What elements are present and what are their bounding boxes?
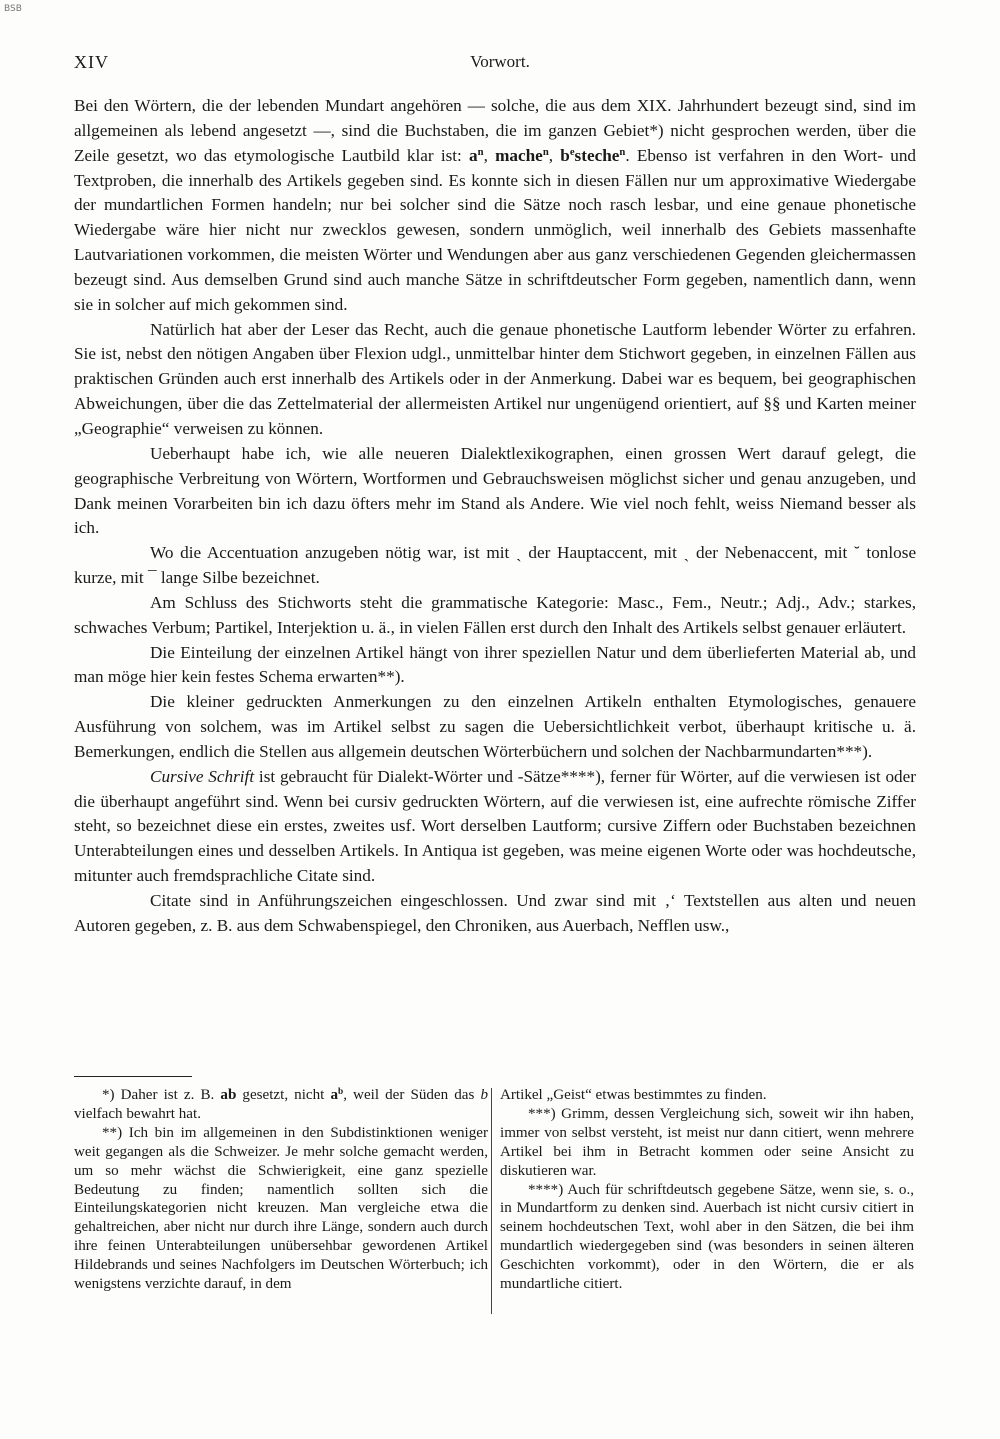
italic-term: Cursive Schrift: [150, 766, 255, 786]
footnote-rule: [74, 1076, 192, 1077]
running-head: Vorwort.: [470, 52, 530, 71]
footnote-3: ***) Grimm, dessen Vergleichung sich, soweit wir ihn haben, immer von selbst versteht, ist meist nur dann citiert, wenn mehrere Artikel bei ihm in Betracht kommen oder seine Ansicht zu diskutieren war.: [500, 1105, 914, 1179]
footnote-2: **) Ich bin im allgemeinen in den Subdistinktionen weniger weit gegangen als die Schweizer. Je mehr solche gemacht werden, um so mehr wächst die Schwierigkeit, eine ganz spezielle Bedeutung zu finden; namentlich sollten sich die Einteilungskategorien nicht kreuzen. Man vergleiche etwa die gehaltreichen, aber nicht nur durch ihre Länge, sondern auch durch ihre feinen Unterabteilungen unübersehbar gewordenen Artikel Hildebrands und seines Nachfolgers im Deutschen Wörterbuch; ich wenigstens verzichte darauf, in dem: [74, 1124, 488, 1293]
footnote-4: ****) Auch für schriftdeutsch gegebene Sätze, wenn sie, s. o., in Mundartform zu denken sind. Auerbach ist nicht cursiv citiert in seinem hochdeutschen Text, wohl aber in den Sätzen, die bei ihm mundartlich wiedergegeben sind (was besonders in seinen älteren Geschichten vorkommt), oder in den Wörtern, die er als mundartliche citiert.: [500, 1181, 914, 1293]
footnote-2-continued: Artikel „Geist“ etwas bestimmtes zu finden.: [500, 1087, 767, 1103]
paragraph-2: Natürlich hat aber der Leser das Recht, auch die genaue phonetische Lautform lebender Wörter zu erfahren. Sie ist, nebst den nötigen Angaben über Flexion udgl., unmittelbar hinter dem Stichwort gegeben, in einzelnen Fällen aus praktischen Gründen auch erst innerhalb des Artikels oder in der Anmerkung. Dabei war es bequem, bei geographischen Abweichungen, über die das Zettelmaterial der allermeisten Artikel nur ungenügend orientiert, auf §§ und Karten meiner „Geographie“ verweisen zu können.: [74, 319, 916, 438]
accent-mark-secondary: ˎ: [683, 543, 690, 563]
paragraph-6: Die Einteilung der einzelnen Artikel hängt von ihrer speziellen Natur und dem überlieferten Material ab, und man möge hier kein festes Schema erwarten**).: [74, 642, 916, 687]
page-number: XIV: [74, 52, 109, 72]
paragraph-4: Wo die Accentuation anzugeben nötig war, ist mit ˏ der Hauptaccent, mit ˎ der Nebenaccent, mit ˘ tonlose kurze, mit ¯ lange Silbe bezeichnet.: [74, 543, 917, 588]
paragraph-3: Ueberhaupt habe ich, wie alle neueren Dialektlexikographen, einen grossen Wert darauf gelegt, die geographische Verbreitung von Wörtern, Wortformen und Gebrauchsweisen möglichst sicher und genau anzugeben, und Dank meinen Vorarbeiten bin ich dazu öfters mehr im Stand als Andere. Wie viel noch fehlt, weiss Niemand besser als ich.: [74, 443, 916, 538]
example-word-3: $b^esteche^n$: [560, 145, 626, 165]
example-word-1: $a^n$: [469, 145, 484, 165]
paragraph-9: Citate sind in Anführungszeichen eingeschlossen. Und zwar sind mit ‚‘ Textstellen aus alten und neuen Autoren gegeben, z. B. aus dem Schwabenspiegel, den Chroniken, aus Auerbach, Nefflen usw.,: [74, 891, 916, 935]
footnotes-right-column: [500, 1086, 914, 1294]
paragraph-8: Cursive Schrift ist gebraucht für Dialekt-Wörter und -Sätze****), ferner für Wörter, auf die verwiesen ist oder die überhaupt angeführt sind. Wenn bei cursiv gedruckten Wörtern, auf die verwiesen ist, eine aufrechte römische Ziffer steht, so bezeichnet diese ein erstes, zweites usf. Wort derselben Lautform; cursive Ziffern oder Buchstaben bezeichnen Unterabteilungen eines und desselben Artikels. In Antiqua ist gegeben, was meine eigenen Worte oder was hochdeutsche, mitunter auch fremdsprachliche Citate sind.: [74, 766, 916, 886]
main-text: [74, 94, 916, 939]
example-word-2: mache$^n$: [495, 145, 549, 165]
footnotes-left-column: [74, 1086, 488, 1294]
footnote-column-divider: [491, 1088, 492, 1314]
library-stamp: BSB: [4, 4, 22, 14]
footnote-1: *) Daher ist z. B. ab gesetzt, nicht $a^b$, weil der Süden das b vielfach bewahrt hat.: [74, 1086, 488, 1122]
paragraph-7: Die kleiner gedruckten Anmerkungen zu den einzelnen Artikeln enthalten Etymologisches, genauere Ausführung von solchem, was im Artikel selbst zu sagen die Uebersichtlichkeit verbot, überhaupt kritische u. ä. Bemerkungen, endlich die Stellen aus allgemein deutschen Wörterbüchern und solchen der Nachbarmundarten***).: [74, 692, 916, 761]
accent-mark-main: ˏ: [515, 543, 522, 563]
breve-mark: ˘: [853, 543, 860, 563]
macron-mark: ¯: [147, 568, 157, 588]
paragraph-1: Bei den Wörtern, die der lebenden Mundart angehören — solche, die aus dem XIX. Jahrhundert bezeugt sind, sind im allgemeinen als lebend angesetzt —, sind die Buchstaben, die im ganzen Gebiet*) nicht gesprochen werden, über die Zeile gesetzt, wo das etymologische Lautbild klar ist: $a^n$, mache$^n$, $b^esteche^n$. Ebenso ist verfahren in den Wort- und Textproben, die innerhalb des Artikels gegeben sind. Es konnte sich in diesen Fällen nur um approximative Wiedergabe der mundartlichen Formen handeln; nur bei solcher sind die Sätze noch rasch lesbar, und eine genaue phonetische Wiedergabe wäre hier nicht nur zwecklos gewesen, sondern unmöglich, weil innerhalb des Gebiets massenhafte Lautvariationen vorkommen, die meisten Wörter und Wendungen aber aus ganz verschiedenen Gegenden gleichermassen bezeugt sind. Aus demselben Grund sind auch manche Sätze in schriftdeutscher Form gegeben, namentlich dann, wenn sie in solcher auf mich gekommen sind.: [74, 96, 917, 314]
paragraph-5: Am Schluss des Stichworts steht die grammatische Kategorie: Masc., Fem., Neutr.; Adj., Adv.; starkes, schwaches Verbum; Partikel, Interjektion u. ä., in vielen Fällen erst durch den Inhalt des Artikels selbst genauer erläutert.: [74, 592, 916, 637]
